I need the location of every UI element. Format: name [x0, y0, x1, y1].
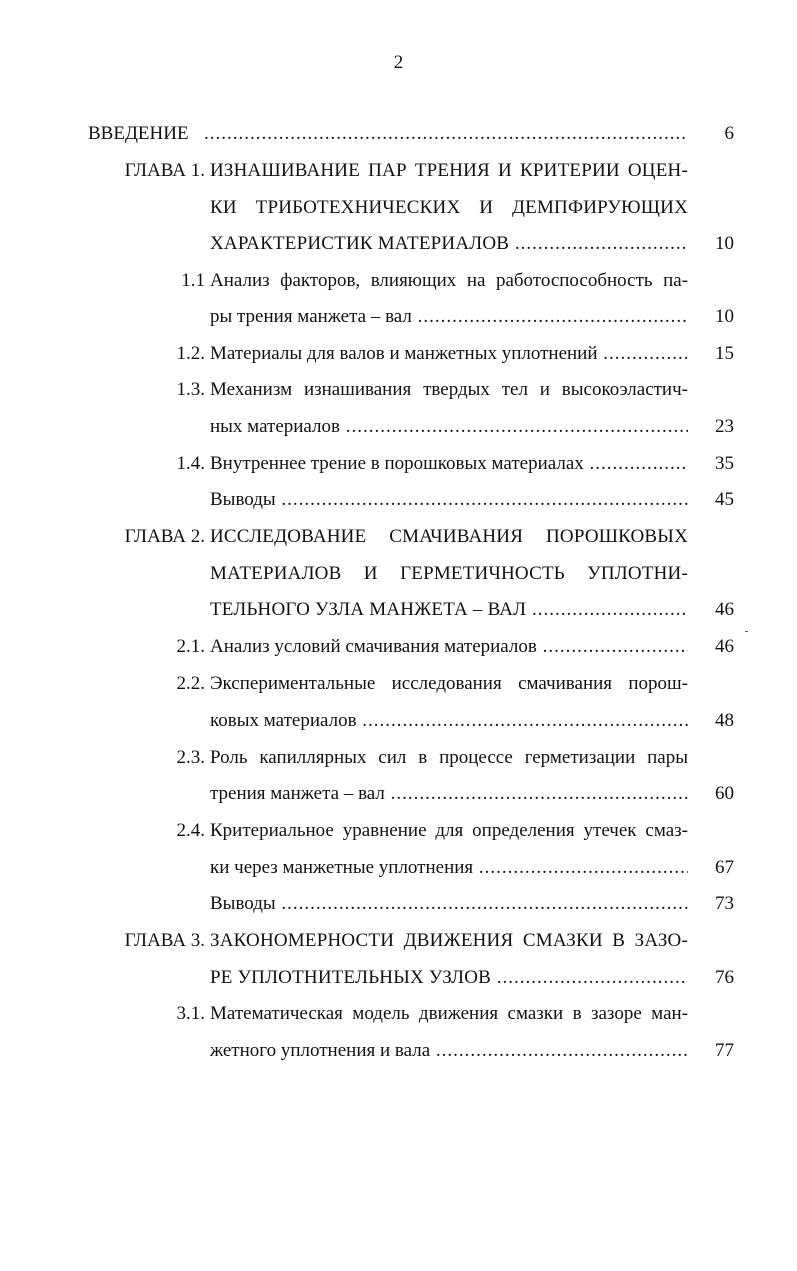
- toc-label: 2.1.: [176, 636, 205, 657]
- dot-leader: [204, 119, 688, 149]
- toc-title-line: МАТЕРИАЛОВ И ГЕРМЕТИЧНОСТЬ УПЛОТНИ-: [210, 563, 688, 584]
- toc-entry-3-1: [0, 999, 797, 1029]
- toc-entry-3-1-end: [0, 1036, 797, 1066]
- toc-entry-1-3: [0, 375, 797, 405]
- toc-page: 23: [715, 416, 734, 437]
- toc-title-line: Выводы .....: [210, 485, 688, 515]
- toc-title-line: ТЕЛЬНОГО УЗЛА МАНЖЕТА – ВАЛ .....: [210, 595, 688, 625]
- toc-page: 48: [715, 710, 734, 731]
- toc-entry-conclusions-2: [0, 889, 797, 919]
- toc-label: ВВЕДЕНИЕ: [88, 123, 189, 144]
- toc-entry-1-1: [0, 266, 797, 296]
- toc-title-line: ковых материалов .....: [210, 706, 688, 736]
- toc-page: 76: [715, 967, 734, 988]
- toc-label: 2.2.: [176, 673, 205, 694]
- toc-page: 45: [715, 489, 734, 510]
- toc-title-line: Критериальное уравнение для определения утечек смаз-: [210, 820, 688, 841]
- toc-page: 46: [715, 599, 734, 620]
- toc-label: 3.1.: [176, 1003, 205, 1024]
- page-number: 2: [393, 52, 404, 73]
- toc-title-line: ХАРАКТЕРИСТИК МАТЕРИАЛОВ .....: [210, 229, 688, 259]
- toc-entry-2-4: [0, 816, 797, 846]
- toc-entry-chapter-2-cont: [0, 559, 797, 589]
- toc-entry-1-3-end: [0, 412, 797, 442]
- toc-title-line: ных материалов .....: [210, 412, 688, 442]
- toc-label: ГЛАВА 1.: [124, 160, 205, 181]
- toc-entry-2-2-end: [0, 706, 797, 736]
- toc-entry-2-3: [0, 743, 797, 773]
- toc-title-line: ИССЛЕДОВАНИЕ СМАЧИВАНИЯ ПОРОШКОВЫХ: [210, 526, 688, 547]
- toc-title-line: ки через манжетные уплотнения .....: [210, 853, 688, 883]
- toc-entry-chapter-1-end: [0, 229, 797, 259]
- toc-title-line: ИЗНАШИВАНИЕ ПАР ТРЕНИЯ И КРИТЕРИИ ОЦЕН-: [210, 160, 688, 181]
- toc-entry-1-4: [0, 449, 797, 479]
- toc-entry-1-1-end: [0, 302, 797, 332]
- toc-title-line: трения манжета – вал .....: [210, 779, 688, 809]
- toc-page: 6: [724, 123, 734, 144]
- toc-entry-chapter-1: [0, 156, 797, 186]
- toc-label: 1.1: [181, 270, 205, 291]
- toc-page: 10: [715, 233, 734, 254]
- toc-title-line: жетного уплотнения и вала .....: [210, 1036, 688, 1066]
- toc-entry-chapter-2: [0, 522, 797, 552]
- toc-label: 1.3.: [176, 379, 205, 400]
- toc-entry-chapter-2-end: [0, 595, 797, 625]
- toc-entry-2-1: [0, 632, 797, 662]
- toc-title-line: Роль капиллярных сил в процессе герметизации пары: [210, 747, 688, 768]
- toc-page: 10: [715, 306, 734, 327]
- toc-title-line: Анализ факторов, влияющих на работоспособность па-: [210, 270, 688, 291]
- toc-entry-2-2: [0, 669, 797, 699]
- toc-label: 1.2.: [176, 343, 205, 364]
- toc-label: 2.4.: [176, 820, 205, 841]
- toc-title-line: Экспериментальные исследования смачивания порош-: [210, 673, 688, 694]
- toc-entry-2-3-end: [0, 779, 797, 809]
- toc-title-line: ЗАКОНОМЕРНОСТИ ДВИЖЕНИЯ СМАЗКИ В ЗАЗО-: [210, 930, 688, 951]
- toc-entry-introduction: [0, 119, 797, 149]
- toc-page: 73: [715, 893, 734, 914]
- toc-page: 67: [715, 857, 734, 878]
- toc-label: 2.3.: [176, 747, 205, 768]
- toc-entry-conclusions-1: [0, 485, 797, 515]
- toc-title-line: Материалы для валов и манжетных уплотнений .....: [210, 339, 688, 369]
- toc-title-line: Анализ условий смачивания материалов .....: [210, 632, 688, 662]
- toc-page: 77: [715, 1040, 734, 1061]
- toc-entry-chapter-1-cont: [0, 193, 797, 223]
- toc-page: 35: [715, 453, 734, 474]
- toc-page: 60: [715, 783, 734, 804]
- toc-entry-chapter-3-end: [0, 963, 797, 993]
- toc-title-line: КИ ТРИБОТЕХНИЧЕСКИХ И ДЕМПФИРУЮЩИХ: [210, 197, 688, 218]
- toc-entry-chapter-3: [0, 926, 797, 956]
- toc-label: 1.4.: [176, 453, 205, 474]
- toc-title-line: Выводы .....: [210, 889, 688, 919]
- toc-label: ГЛАВА 2.: [124, 526, 205, 547]
- toc-title-line: Механизм изнашивания твердых тел и высокоэластич-: [210, 379, 688, 400]
- toc-label: ГЛАВА 3.: [124, 930, 205, 951]
- toc-title-line: ры трения манжета – вал .....: [210, 302, 688, 332]
- toc-entry-1-2: [0, 339, 797, 369]
- toc-page: 46: [715, 636, 734, 657]
- toc-page: 15: [715, 343, 734, 364]
- toc-entry-2-4-end: [0, 853, 797, 883]
- toc-title-line: Внутреннее трение в порошковых материалах .....: [210, 449, 688, 479]
- toc-title-line: РЕ УПЛОТНИТЕЛЬНЫХ УЗЛОВ .....: [210, 963, 688, 993]
- toc-title-line: Математическая модель движения смазки в зазоре ман-: [210, 1003, 688, 1024]
